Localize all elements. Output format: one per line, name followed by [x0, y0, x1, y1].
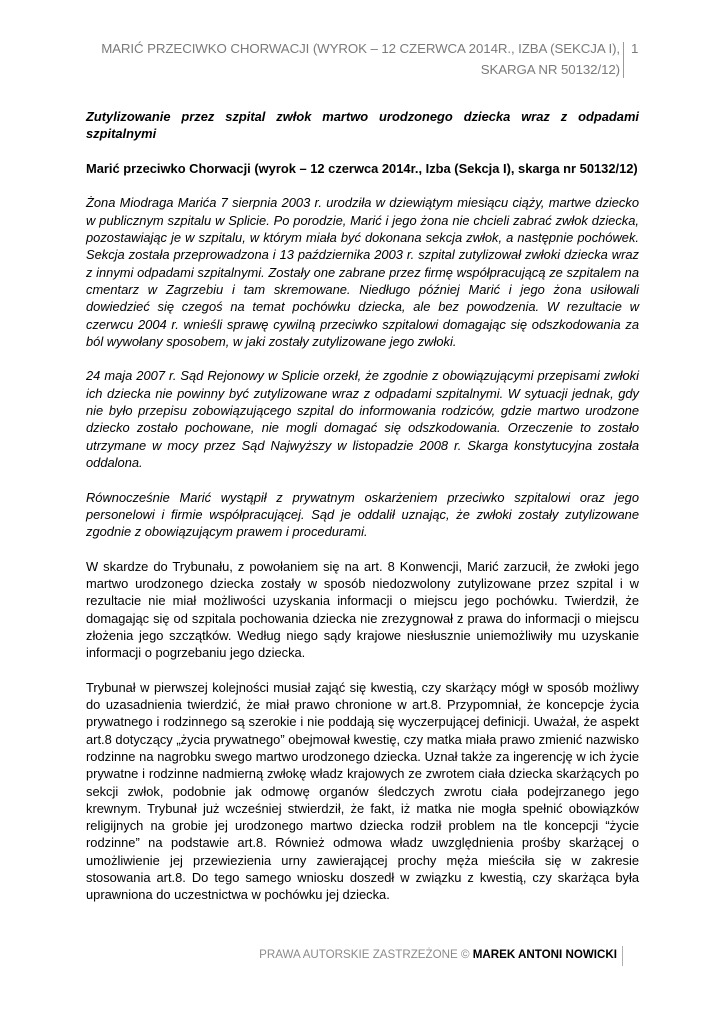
document-heading: Zutylizowanie przez szpital zwłok martwo urodzonego dziecka wraz z odpadami szpitalnymi [86, 109, 639, 142]
page-header [60, 38, 620, 80]
paragraph-complaint: W skardze do Trybunału, z powołaniem się na art. 8 Konwencji, Marić zarzucił, że zwłoki jego martwo urodzonego dziecka zostały w sposób niedozwolony zutylizowane przez szpital i w rezultacie nie miał możliwości uzyskania informacji o miejscu jego pochówku. Twierdził, że domagając się od szpitala pochowania dziecka nie zrezygnował z prawa do informacji o miejscu złożenia jego szczątków. Według niego sądy krajowe niesłusznie uniemożliwiły mu uzyskanie informacji o pogrzebaniu jego dziecka. [86, 558, 639, 661]
header-divider [623, 42, 624, 78]
document-body [86, 108, 639, 921]
footer-divider [622, 946, 623, 966]
header-title-line-2: SKARGA NR 50132/12) [480, 62, 620, 77]
footer-copyright: PRAWA AUTORSKIE ZASTRZEŻONE © [259, 948, 470, 961]
paragraph-facts: Żona Miodraga Marića 7 sierpnia 2003 r. urodziła w dziewiątym miesiącu ciąży, martwe dziecko w publicznym szpitalu w Splicie. Po porodzie, Marić i jego żona nie chcieli zabrać zwłok dziecka, pozostawiając je w szpitalu, w którym miała być dokonana sekcja zwłok, a następnie pochówek. Sekcja została przeprowadzona i 13 października 2003 r. szpital zutylizował zwłoki dziecka wraz z innymi odpadami szpitalnymi. Zostały one zabrane przez firmę współpracującą ze szpitalem na cmentarz w Zagrzebiu i tam skremowane. Niedługo później Marić i jego żona usiłowali dowiedzieć się czegoś na temat pochówku dziecka, ale bez powodzenia. W rezultacie w czerwcu 2004 r. wnieśli sprawę cywilną przeciwko szpitalowi domagając się odszkodowania za ból wywołany sposobem, w jaki zostały zutylizowane jego zwłoki. [86, 195, 639, 349]
footer-owner: MAREK ANTONI NOWICKI [472, 948, 617, 961]
paragraph-domestic-judgment: 24 maja 2007 r. Sąd Rejonowy w Splicie orzekł, że zgodnie z obowiązującymi przepisami zwłoki ich dziecka nie powinny być zutylizowane wraz z odpadami szpitalnymi. W sytuacji jednak, gdy nie było przepisu zobowiązującego szpital do informowania rodziców, gdzie martwo urodzone dziecko zostało pochowane, nie mogli domagać się odszkodowania. Orzeczenie to zostało utrzymane w mocy przez Sąd Najwyższy w listopadzie 2008 r. Skarga konstytucyjna została oddalona. [86, 368, 639, 470]
header-title-line-1: MARIĆ PRZECIWKO CHORWACJI (WYROK – 12 CZERWCA 2014R., IZBA (SEKCJA I), [101, 41, 620, 56]
page-number: 1 [631, 41, 639, 56]
paragraph-court-assessment: Trybunał w pierwszej kolejności musiał zająć się kwestią, czy skarżący mógł w sposób możliwy do uzasadnienia twierdzić, że miał prawo chronione w art.8. Przypomniał, że koncepcje życia prywatnego i rodzinnego są szerokie i nie poddają się wyczerpującej definicji. Uważał, że aspekt art.8 dotyczący „życia prywatnego” obejmował kwestię, czy matka miała prawo zmienić nazwisko rodzinne na nagrobku swego martwo urodzonego dziecka. Uznał także za ingerencję w ich życie prywatne i rodzinne nadmierną zwłokę władz krajowych ze zwrotem ciała dziecka skarżących po sekcji zwłok, podobnie jak odmowę organów śledczych zwrotu ciała podejrzanego jego krewnym. Trybunał już wcześniej stwierdził, że fakt, iż matka nie mogła spełnić obowiązków religijnych na grobie jej urodzonego martwo dziecka rodził problem na tle koncepcji “życie rodzinne” na podstawie art.8. Również odmowa władz uwzględnienia prośby skarżącej o umożliwienie jej przewiezienia urny zawierającej prochy męża mieściła się w zakresie stosowania art.8. Do tego samego wniosku doszedł w związku z kwestią, czy skarżąca była uprawniona do uczestnictwa w pochówku jej dziecka. [86, 679, 639, 903]
page-footer [180, 946, 617, 964]
case-title: Marić przeciwko Chorwacji (wyrok – 12 czerwca 2014r., Izba (Sekcja I), skarga nr 50132/12) [86, 160, 638, 176]
paragraph-private-prosecution: Równocześnie Marić wystąpił z prywatnym oskarżeniem przeciwko szpitalowi oraz jego personelowi i firmie współpracującej. Sąd je oddalił uznając, że zwłoki zostały zutylizowane zgodnie z obowiązującym prawem i procedurami. [86, 489, 639, 540]
